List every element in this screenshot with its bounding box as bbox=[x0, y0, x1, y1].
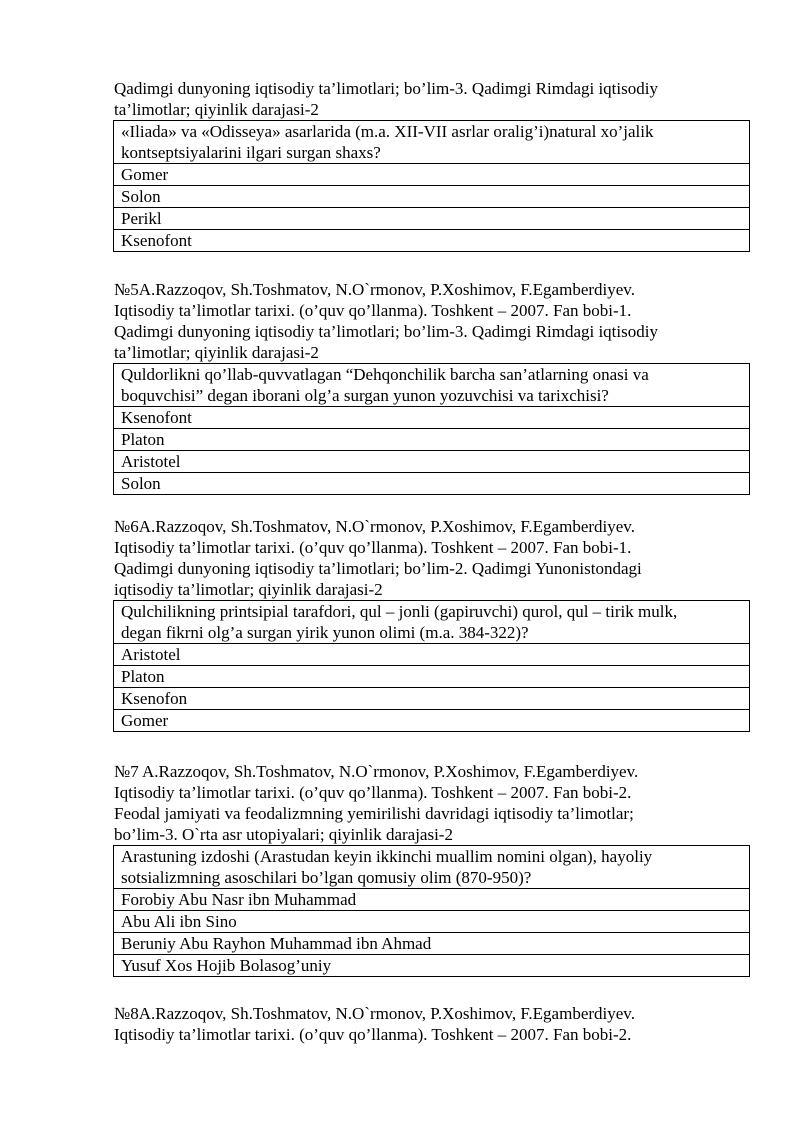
question-line: «Iliada» va «Odisseya» asarlarida (m.a. XII-VII asrlar oralig’i)natural xo’jalik bbox=[121, 122, 654, 141]
question-block bbox=[114, 279, 754, 495]
answer-option: Ksenofon bbox=[114, 688, 750, 710]
answer-option: Aristotel bbox=[114, 451, 750, 473]
header-line: Feodal jamiyati va feodalizmning yemirilishi davridagi iqtisodiy ta’limotlar; bbox=[114, 804, 634, 823]
answer-option: Gomer bbox=[114, 164, 750, 186]
question-text bbox=[114, 364, 750, 407]
question-text bbox=[114, 846, 750, 889]
header-line: Qadimgi dunyoning iqtisodiy ta’limotlari; bo’lim-3. Qadimgi Rimdagi iqtisodiy bbox=[114, 79, 658, 98]
question-table bbox=[113, 120, 750, 252]
question-block bbox=[114, 516, 754, 732]
question-text bbox=[114, 601, 750, 644]
question-line: Quldorlikni qo’llab-quvvatlagan “Dehqonchilik barcha san’atlarning onasi va bbox=[121, 365, 649, 384]
header-line: iqtisodiy ta’limotlar; qiyinlik darajasi-2 bbox=[114, 580, 383, 599]
header-line: №8A.Razzoqov, Sh.Toshmatov, N.O`rmonov, P.Xoshimov, F.Egamberdiyev. bbox=[114, 1004, 635, 1023]
answer-option: Aristotel bbox=[114, 644, 750, 666]
question-table bbox=[113, 845, 750, 977]
header-line: Iqtisodiy ta’limotlar tarixi. (o’quv qo’llanma). Toshkent – 2007. Fan bobi-1. bbox=[114, 301, 632, 320]
answer-option: Beruniy Abu Rayhon Muhammad ibn Ahmad bbox=[114, 933, 750, 955]
question-text bbox=[114, 121, 750, 164]
question-header bbox=[114, 1003, 754, 1045]
answer-option: Perikl bbox=[114, 208, 750, 230]
answer-option: Gomer bbox=[114, 710, 750, 732]
header-line: Iqtisodiy ta’limotlar tarixi. (o’quv qo’llanma). Toshkent – 2007. Fan bobi-1. bbox=[114, 538, 632, 557]
header-line: Qadimgi dunyoning iqtisodiy ta’limotlari; bo’lim-2. Qadimgi Yunonistondagi bbox=[114, 559, 642, 578]
header-line: №5A.Razzoqov, Sh.Toshmatov, N.O`rmonov, P.Xoshimov, F.Egamberdiyev. bbox=[114, 280, 635, 299]
question-line: Qulchilikning printsipial tarafdori, qul – jonli (gapiruvchi) qurol, qul – tirik mulk, bbox=[121, 602, 678, 621]
header-line: Qadimgi dunyoning iqtisodiy ta’limotlari; bo’lim-3. Qadimgi Rimdagi iqtisodiy bbox=[114, 322, 658, 341]
question-header bbox=[114, 761, 754, 845]
answer-option: Platon bbox=[114, 666, 750, 688]
header-line: bo’lim-3. O`rta asr utopiyalari; qiyinlik darajasi-2 bbox=[114, 825, 453, 844]
header-line: ta’limotlar; qiyinlik darajasi-2 bbox=[114, 100, 319, 119]
header-line: ta’limotlar; qiyinlik darajasi-2 bbox=[114, 343, 319, 362]
question-line: kontseptsiyalarini ilgari surgan shaxs? bbox=[121, 143, 381, 162]
question-line: Arastuning izdoshi (Arastudan keyin ikkinchi muallim nomini olgan), hayoliy bbox=[121, 847, 653, 866]
answer-option: Forobiy Abu Nasr ibn Muhammad bbox=[114, 889, 750, 911]
header-line: №7 A.Razzoqov, Sh.Toshmatov, N.O`rmonov, P.Xoshimov, F.Egamberdiyev. bbox=[114, 762, 639, 781]
answer-option: Ksenofont bbox=[114, 230, 750, 252]
question-block bbox=[114, 1003, 754, 1045]
header-line: Iqtisodiy ta’limotlar tarixi. (o’quv qo’llanma). Toshkent – 2007. Fan bobi-2. bbox=[114, 1025, 632, 1044]
question-header bbox=[114, 516, 754, 600]
question-line: degan fikrni olg’a surgan yirik yunon olimi (m.a. 384-322)? bbox=[121, 623, 529, 642]
question-header bbox=[114, 279, 754, 363]
question-table bbox=[113, 363, 750, 495]
question-block bbox=[114, 761, 754, 977]
answer-option: Solon bbox=[114, 186, 750, 208]
answer-option: Platon bbox=[114, 429, 750, 451]
question-table bbox=[113, 600, 750, 732]
answer-option: Solon bbox=[114, 473, 750, 495]
header-line: №6A.Razzoqov, Sh.Toshmatov, N.O`rmonov, P.Xoshimov, F.Egamberdiyev. bbox=[114, 517, 635, 536]
answer-option: Abu Ali ibn Sino bbox=[114, 911, 750, 933]
header-line: Iqtisodiy ta’limotlar tarixi. (o’quv qo’llanma). Toshkent – 2007. Fan bobi-2. bbox=[114, 783, 632, 802]
question-block bbox=[114, 78, 754, 252]
question-line: sotsializmning asoschilari bo’lgan qomusiy olim (870-950)? bbox=[121, 868, 532, 887]
question-header bbox=[114, 78, 754, 120]
answer-option: Yusuf Xos Hojib Bolasog’uniy bbox=[114, 955, 750, 977]
answer-option: Ksenofont bbox=[114, 407, 750, 429]
question-line: boquvchisi” degan iborani olg’a surgan yunon yozuvchisi va tarixchisi? bbox=[121, 386, 609, 405]
